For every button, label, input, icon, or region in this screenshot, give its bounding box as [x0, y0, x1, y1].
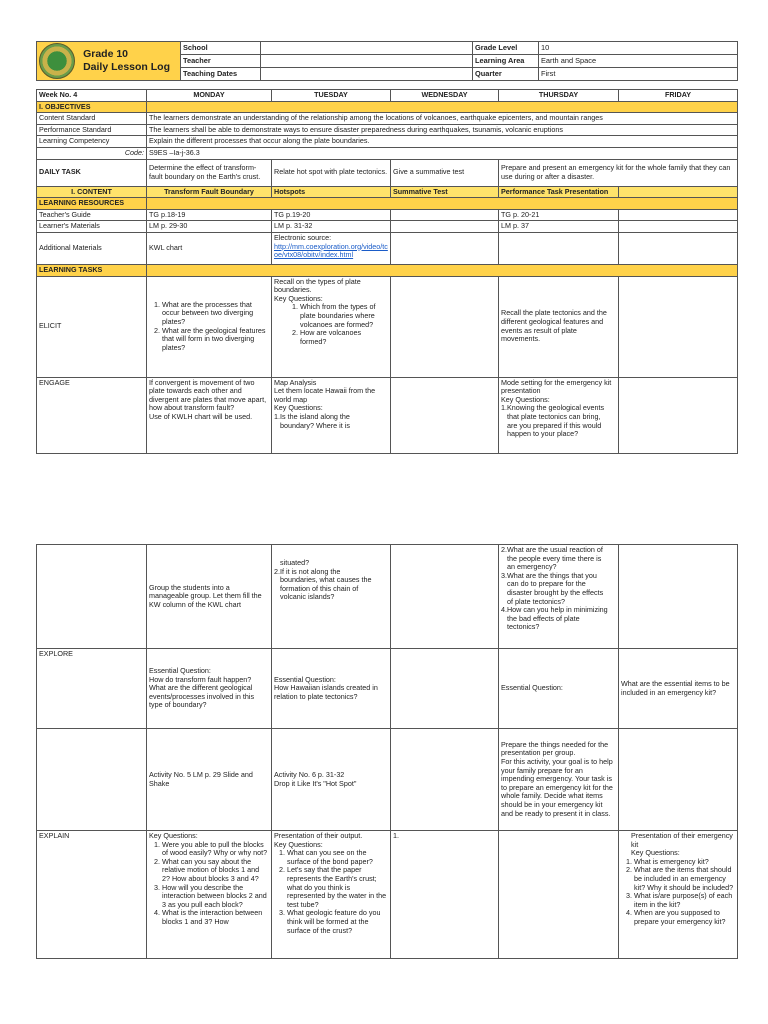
activity-thursday: Prepare the things needed for the presentation per group. For this activity, your goal is to help your family prepare for an impending emergency. Your task is to prepare an emergency kit for the whole family. Decide what items should be in your emergency kit and be ready to present it in class.: [499, 729, 619, 831]
quarter-value: First: [539, 68, 738, 81]
list-item: 4. When are you supposed to prepare your emergency kit?: [634, 909, 735, 926]
learning-resources-heading: LEARNING RESOURCES: [37, 198, 147, 210]
learning-resources-fill: [147, 198, 738, 210]
daily-task-wednesday: Give a summative test: [391, 159, 499, 186]
engage-wednesday-cont: [391, 545, 499, 649]
teachers-guide-wednesday: [391, 209, 499, 221]
teaching-dates-label: Teaching Dates: [181, 68, 261, 81]
content-heading: I. CONTENT: [37, 186, 147, 198]
elicit-tuesday-intro: Recall on the types of plate boundaries.: [274, 276, 361, 295]
day-wednesday: WEDNESDAY: [391, 90, 499, 102]
teacher-value: [261, 55, 473, 68]
teaching-dates-value: [261, 68, 473, 81]
explore-tuesday: Essential Question: How Hawaiian islands created in relation to plate tectonics?: [272, 649, 391, 729]
elicit-thursday: Recall the plate tectonics and the different geological features and events as result of plate movements.: [499, 276, 619, 377]
day-tuesday: TUESDAY: [272, 90, 391, 102]
engage-wednesday: [391, 377, 499, 453]
list-item: 1. Were you able to pull the blocks of wood easily? Why or why not?: [162, 841, 269, 858]
lesson-table-page2: [36, 544, 738, 959]
key-questions-label: Key Questions:: [149, 831, 198, 840]
elicit-wednesday: [391, 276, 499, 377]
title-line2: Daily Lesson Log: [83, 61, 170, 73]
explain-thursday: [499, 831, 619, 959]
explore-friday: What are the essential items to be included in an emergency kit?: [619, 649, 738, 729]
explain-friday-intro: Presentation of their emergency kit: [631, 831, 733, 849]
teachers-guide-monday: TG p.18-19: [147, 209, 272, 221]
teachers-guide-friday: [619, 209, 738, 221]
grade-level-value: 10: [539, 42, 738, 55]
list-item: 1. What is emergency kit?: [634, 858, 735, 867]
daily-task-monday: Determine the effect of transform-fault boundary on the Earth's crust.: [147, 159, 272, 186]
engage-monday-cont: Group the students into a manageable group. Let them fill the KW column of the KWL chart: [147, 545, 272, 649]
engage-label: ENGAGE: [37, 377, 147, 453]
elicit-friday: [619, 276, 738, 377]
explain-label: EXPLAIN: [37, 831, 147, 959]
elicit-monday: [147, 276, 272, 377]
list-item: 2. What are the items that should be included in an emergency kit? Why it should be included?: [634, 866, 735, 892]
learners-materials-monday: LM p. 29-30: [147, 221, 272, 233]
week-label: Week No. 4: [37, 90, 147, 102]
learners-materials-tuesday: LM p. 31-32: [272, 221, 391, 233]
additional-materials-friday: [619, 232, 738, 264]
engage-monday: If convergent is movement of two plate towards each other and divergent are plates that move apart, how about transform fault? Use of KWLH chart will be used.: [147, 377, 272, 453]
explain-wednesday: 1.: [391, 831, 499, 959]
explain-tuesday-intro: Presentation of their output.: [274, 831, 363, 840]
school-label: School: [181, 42, 261, 55]
content-thursday: Performance Task Presentation: [499, 186, 619, 198]
key-questions-label: Key Questions:: [274, 839, 323, 849]
list-item: 3. What is/are purpose(s) of each item in the kit?: [634, 892, 735, 909]
list-item: 2. Let's say that the paper represents the Earth's crust; what do you think is represented by the water in the test tube?: [287, 866, 388, 909]
daily-task-tuesday: Relate hot spot with plate tectonics.: [272, 159, 391, 186]
list-item: 2. How are volcanoes formed?: [300, 329, 388, 346]
learning-tasks-heading: LEARNING TASKS: [37, 264, 147, 276]
learning-competency-text: Explain the different processes that occur along the plate boundaries.: [147, 136, 738, 148]
teachers-guide-thursday: TG p. 20-21: [499, 209, 619, 221]
content-monday: Transform Fault Boundary: [147, 186, 272, 198]
objectives-heading: I. OBJECTIVES: [37, 101, 147, 113]
list-item: 2. What can you say about the relative motion of blocks 1 and 2? How about blocks 3 and 4?: [162, 858, 269, 884]
learners-materials-thursday: LM p. 37: [499, 221, 619, 233]
activity-tuesday: Activity No. 6 p. 31-32 Drop it Like It's "Hot Spot": [272, 729, 391, 831]
explain-monday: [147, 831, 272, 959]
additional-materials-tuesday: [272, 232, 391, 264]
quarter-label: Quarter: [473, 68, 539, 81]
electronic-source-link[interactable]: http://mm.coexploration.org/video/tcoe/vtx08/obitv/index.html: [274, 241, 388, 260]
continuation-label: [37, 545, 147, 649]
engage-friday-cont: [619, 545, 738, 649]
activity-label: [37, 729, 147, 831]
header-table: [36, 41, 738, 81]
engage-tuesday-cont: situated? 2.If it is not along the boundaries, what causes the formation of this chain of volcanic islands?: [272, 545, 391, 649]
engage-thursday: Mode setting for the emergency kit presentation Key Questions: 1.Knowing the geological events that plate tectonics can bring, are you prepared if this would happen to your place?: [499, 377, 619, 453]
activity-wednesday: [391, 729, 499, 831]
performance-standard-text: The learners shall be able to demonstrate ways to ensure disaster preparedness during earthquakes, tsunamis, volcanic eruptions: [147, 124, 738, 136]
list-item: 2. What are the geological features that will form in two diverging plates?: [162, 327, 269, 353]
additional-materials-thursday: [499, 232, 619, 264]
additional-materials-wednesday: [391, 232, 499, 264]
deped-seal-icon: [39, 43, 75, 79]
code-label: Code:: [37, 147, 147, 159]
objectives-heading-fill: [147, 101, 738, 113]
list-item: 1. Which from the types of plate boundaries where volcanoes are formed?: [300, 303, 388, 329]
explore-monday: Essential Question: How do transform fault happen? What are the different geological events/processes involved in this type of boundary?: [147, 649, 272, 729]
explain-friday: [619, 831, 738, 959]
list-item: 1. What are the processes that occur between two diverging plates?: [162, 301, 269, 327]
content-tuesday: Hotspots: [272, 186, 391, 198]
content-standard-text: The learners demonstrate an understanding of the relationship among the locations of volcanoes, earthquake epicenters, and mountain ranges: [147, 113, 738, 125]
learners-materials-label: Learner's Materials: [37, 221, 147, 233]
list-item: 3. How will you describe the interaction between blocks 2 and 3 as you pull each block?: [162, 884, 269, 910]
learning-competency-label: Learning Competency: [37, 136, 147, 148]
content-standard-label: Content Standard: [37, 113, 147, 125]
grade-level-label: Grade Level: [473, 42, 539, 55]
additional-materials-label: Additional Materials: [37, 232, 147, 264]
day-monday: MONDAY: [147, 90, 272, 102]
explore-thursday: Essential Question:: [499, 649, 619, 729]
elicit-tuesday: [272, 276, 391, 377]
list-item: 1. What can you see on the surface of the bond paper?: [287, 849, 388, 866]
day-thursday: THURSDAY: [499, 90, 619, 102]
code-text: S9ES –Ia-j-36.3: [147, 147, 738, 159]
electronic-source-label: Electronic source:: [274, 232, 332, 242]
daily-task-label: DAILY TASK: [37, 159, 147, 186]
day-friday: FRIDAY: [619, 90, 738, 102]
elicit-label: ELICIT: [37, 276, 147, 377]
title-line1: Grade 10: [83, 48, 129, 60]
content-wednesday: Summative Test: [391, 186, 499, 198]
explain-tuesday: [272, 831, 391, 959]
list-item: 3. What geologic feature do you think will be formed at the surface of the crust?: [287, 909, 388, 935]
additional-materials-monday: KWL chart: [147, 232, 272, 264]
school-value: [261, 42, 473, 55]
learners-materials-friday: [619, 221, 738, 233]
daily-task-thursday: Prepare and present an emergency kit for the whole family that they can use during or after a disaster.: [499, 159, 738, 186]
school-logo-cell: [37, 42, 181, 81]
engage-tuesday: Map Analysis Let them locate Hawaii from the world map Key Questions: 1.Is the island along the boundary? Where it is: [272, 377, 391, 453]
list-item: 4. What is the interaction between blocks 1 and 3? How: [162, 909, 269, 926]
activity-friday: [619, 729, 738, 831]
explore-wednesday: [391, 649, 499, 729]
learning-area-value: Earth and Space: [539, 55, 738, 68]
teachers-guide-tuesday: TG p.19-20: [272, 209, 391, 221]
teacher-label: Teacher: [181, 55, 261, 68]
explore-label: EXPLORE: [37, 649, 147, 729]
key-questions-label: Key Questions:: [274, 293, 323, 303]
lesson-log-title: [83, 48, 170, 74]
content-friday: [619, 186, 738, 198]
performance-standard-label: Performance Standard: [37, 124, 147, 136]
learning-tasks-fill: [147, 264, 738, 276]
engage-friday: [619, 377, 738, 453]
engage-thursday-cont: 2.What are the usual reaction of the people every time there is an emergency? 3.What are the things that you can do to prepare for the disaster brought by the effects of plate tectonics? 4.How can you help in minimizing the bad effects of plate tectonics?: [499, 545, 619, 649]
learners-materials-wednesday: [391, 221, 499, 233]
teachers-guide-label: Teacher's Guide: [37, 209, 147, 221]
learning-area-label: Learning Area: [473, 55, 539, 68]
key-questions-label: Key Questions:: [631, 848, 680, 858]
lesson-table-page1: [36, 89, 738, 454]
activity-monday: Activity No. 5 LM p. 29 Slide and Shake: [147, 729, 272, 831]
